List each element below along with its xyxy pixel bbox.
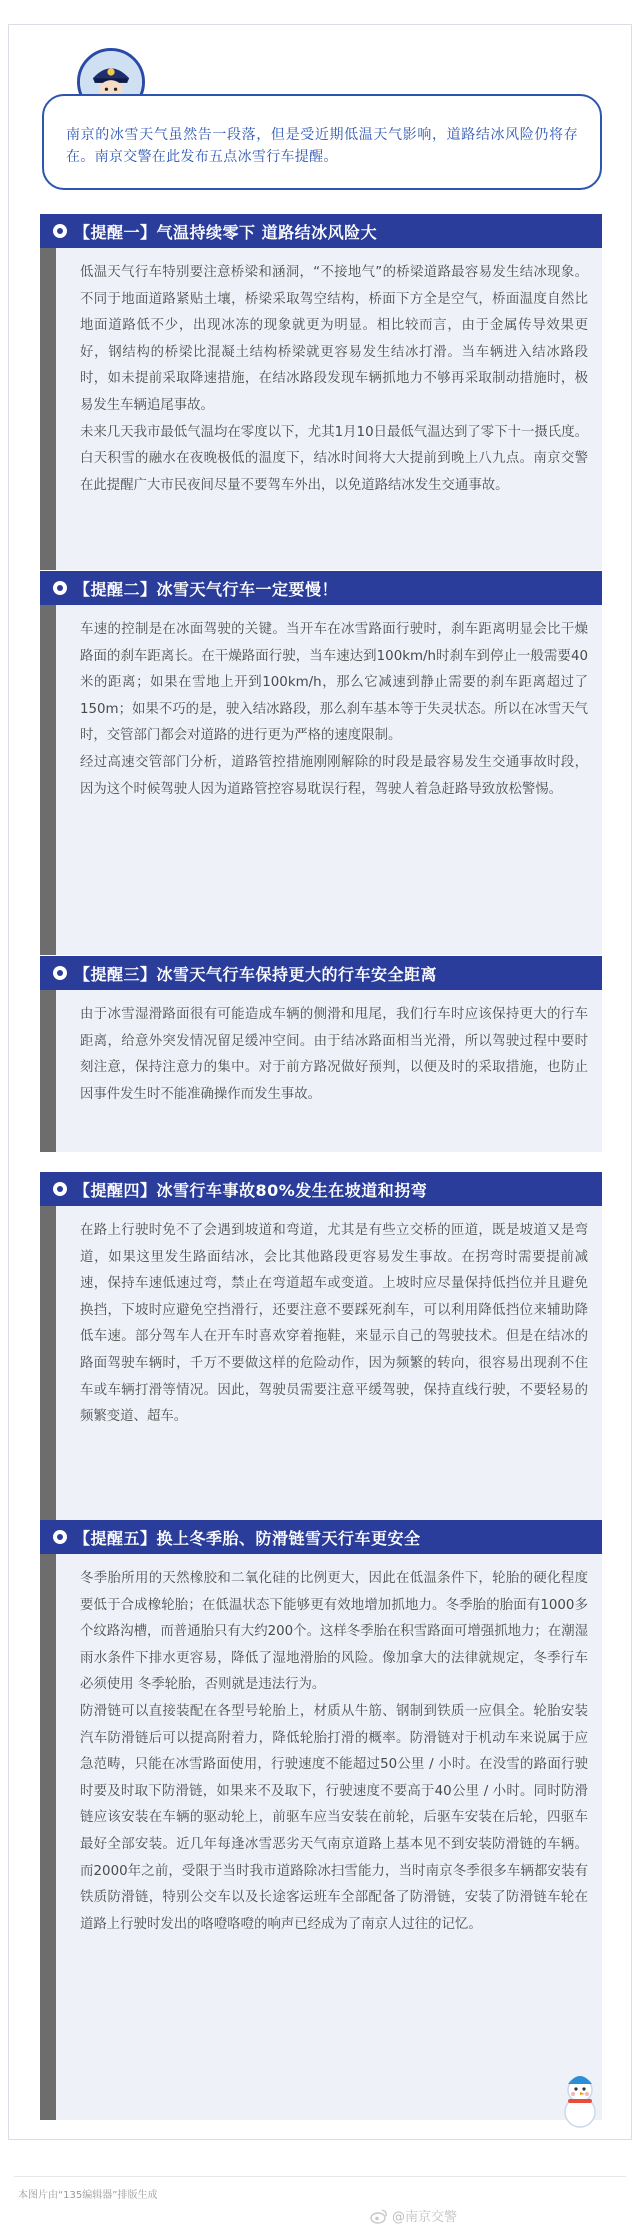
section-header bbox=[40, 1520, 602, 1554]
side-bar bbox=[40, 990, 56, 1152]
section-reminder-3 bbox=[40, 956, 602, 1152]
intro-bubble bbox=[42, 94, 602, 190]
intro-text: 南京的冰雪天气虽然告一段落，但是受近期低温天气影响，道路结冰风险仍将存在。南京交警在此发布五点冰雪行车提醒。 bbox=[66, 127, 578, 165]
snowman-icon bbox=[552, 2070, 608, 2130]
section-body bbox=[40, 605, 602, 955]
section-title: 【提醒三】冰雪天气行车保持更大的行车安全距离 bbox=[74, 964, 438, 984]
section-body bbox=[40, 1206, 602, 1522]
weibo-watermark bbox=[370, 2206, 457, 2225]
flower-bullet-icon bbox=[52, 223, 68, 239]
section-reminder-1 bbox=[40, 214, 602, 570]
section-header bbox=[40, 571, 602, 605]
section-reminder-2 bbox=[40, 571, 602, 955]
watermark-text: @南京交警 bbox=[392, 2210, 458, 2225]
section-body bbox=[40, 1554, 602, 2120]
flower-bullet-icon bbox=[52, 1529, 68, 1545]
section-title: 【提醒一】气温持续零下 道路结冰风险大 bbox=[74, 222, 378, 242]
paragraph: 由于冰雪湿滑路面很有可能造成车辆的侧滑和甩尾，我们行车时应该保持更大的行车距离，给意外突发情况留足缓冲空间。由于结冰路面相当光滑，所以驾驶过程中要时刻注意，保持注意力的集中。对于前方路况做好预判，以便及时的采取措施，也防止因事件发生时不能准确操作而发生事故。 bbox=[80, 1007, 588, 1102]
section-title: 【提醒五】换上冬季胎、防滑链雪天行车更安全 bbox=[74, 1528, 421, 1548]
footer-note: 本图片由“135编辑器”排版生成 bbox=[18, 2190, 158, 2201]
flower-bullet-icon bbox=[52, 1181, 68, 1197]
side-bar bbox=[40, 1206, 56, 1522]
flower-bullet-icon bbox=[52, 965, 68, 981]
section-reminder-4 bbox=[40, 1172, 602, 1522]
paragraph: 低温天气行车特别要注意桥梁和涵洞，“不接地气”的桥梁道路最容易发生结冰现象。不同于地面道路紧贴土壤，桥梁采取驾空结构，桥面下方全是空气，桥面温度自然比地面道路低不少，出现冰冻的现象就更为明显。相比较而言，由于金属传导效果更好，钢结构的桥梁比混凝土结构桥梁就更容易发生结冰打滑。当车辆进入结冰路段时，如未提前采取降速措施，在结冰路段发现车辆抓地力不够再采取制动措施时，极易发生车辆追尾事故。 bbox=[80, 265, 588, 413]
section-body bbox=[40, 248, 602, 570]
paragraph: 冬季胎所用的天然橡胶和二氧化硅的比例更大，因此在低温条件下，轮胎的硬化程度要低于合成橡轮胎；在低温状态下能够更有效地增加抓地力。冬季胎的胎面有1000多个纹路沟槽，而普通胎只有大约200个。这样冬季胎在积雪路面可增强抓地力；在潮湿雨水条件下排水更容易，降低了湿地滑胎的风险。像加拿大的法律就规定，冬季行车必须使用 冬季轮胎，否则就是违法行为。 bbox=[80, 1571, 588, 1693]
paragraph: 在路上行驶时免不了会遇到坡道和弯道，尤其是有些立交桥的匝道，既是坡道又是弯道，如果这里发生路面结冰，会比其他路段更容易发生事故。在拐弯时需要提前减速，保持车速低速过弯，禁止在弯道超车或变道。上坡时应尽量保持低挡位并且避免换挡，下坡时应避免空挡滑行，还要注意不要踩死刹车，可以利用降低挡位来辅助降低车速。部分驾车人在开车时喜欢穿着拖鞋，来显示自己的驾驶技术。但是在结冰的路面驾驶车辆时，千万不要做这样的危险动作，因为频繁的转向，很容易出现刹不住车或车辆打滑等情况。因此，驾驶员需要注意平缓驾驶，保持直线行驶，不要轻易的频繁变道、超车。 bbox=[80, 1223, 588, 1425]
side-bar bbox=[40, 605, 56, 955]
side-bar bbox=[40, 248, 56, 570]
section-reminder-5 bbox=[40, 1520, 602, 2120]
weibo-icon bbox=[370, 2208, 388, 2224]
paragraph: 未来几天我市最低气温均在零度以下，尤其1月10日最低气温达到了零下十一摄氏度。白天积雪的融水在夜晚极低的温度下，结冰时间将大大提前到晚上八九点。南京交警在此提醒广大市民夜间尽量不要驾车外出，以免道路结冰发生交通事故。 bbox=[80, 424, 588, 493]
section-header bbox=[40, 1172, 602, 1206]
side-bar bbox=[40, 1554, 56, 2120]
section-header bbox=[40, 956, 602, 990]
section-title: 【提醒四】冰雪行车事故80%发生在坡道和拐弯 bbox=[74, 1180, 428, 1200]
paragraph: 车速的控制是在冰面驾驶的关键。当开车在冰雪路面行驶时，刹车距离明显会比干燥路面的刹车距离长。在干燥路面行驶，当车速达到100km/h时刹车到停止一般需要40米的距离；如果在雪地上开到100km/h，那么它减速到静止需要的刹车距离超过了150m；如果不巧的是，驶入结冰路段，那么刹车基本等于失灵状态。所以在冰雪天气时，交管部门都会对道路的进行更为严格的速度限制。 bbox=[80, 622, 588, 744]
section-body bbox=[40, 990, 602, 1152]
footer-divider bbox=[14, 2176, 626, 2177]
section-title: 【提醒二】冰雪天气行车一定要慢！ bbox=[74, 579, 339, 599]
flower-bullet-icon bbox=[52, 580, 68, 596]
section-header bbox=[40, 214, 602, 248]
paragraph: 防滑链可以直接装配在各型号轮胎上，材质从牛筋、钢制到铁质一应俱全。轮胎安装汽车防滑链后可以提高附着力，降低轮胎打滑的概率。防滑链对于机动车来说属于应急范畴，只能在冰雪路面使用，行驶速度不能超过50公里 / 小时。在没雪的路面行驶时要及时取下防滑链，如果来不及取下，行驶速度不要高于40公里 / 小时。同时防滑链应该安装在车辆的驱动轮上，前驱车应当安装在前轮，后驱车安装在后轮，四驱车最好全部安装。近几年每逢冰雪恶劣天气南京道路上基本见不到安装防滑链的车辆。而2000年之前，受限于当时我市道路除冰扫雪能力，当时南京冬季很多车辆都安装有铁质防滑链，特别公交车以及长途客运班车全部配备了防滑链，安装了防滑链车轮在道路上行驶时发出的咯噔咯噔的响声已经成为了南京人过往的记忆。 bbox=[80, 1703, 588, 1932]
paragraph: 经过高速交管部门分析，道路管控措施刚刚解除的时段是最容易发生交通事故时段，因为这个时候驾驶人因为道路管控容易耽误行程，驾驶人着急赶路导致放松警惕。 bbox=[80, 754, 588, 797]
